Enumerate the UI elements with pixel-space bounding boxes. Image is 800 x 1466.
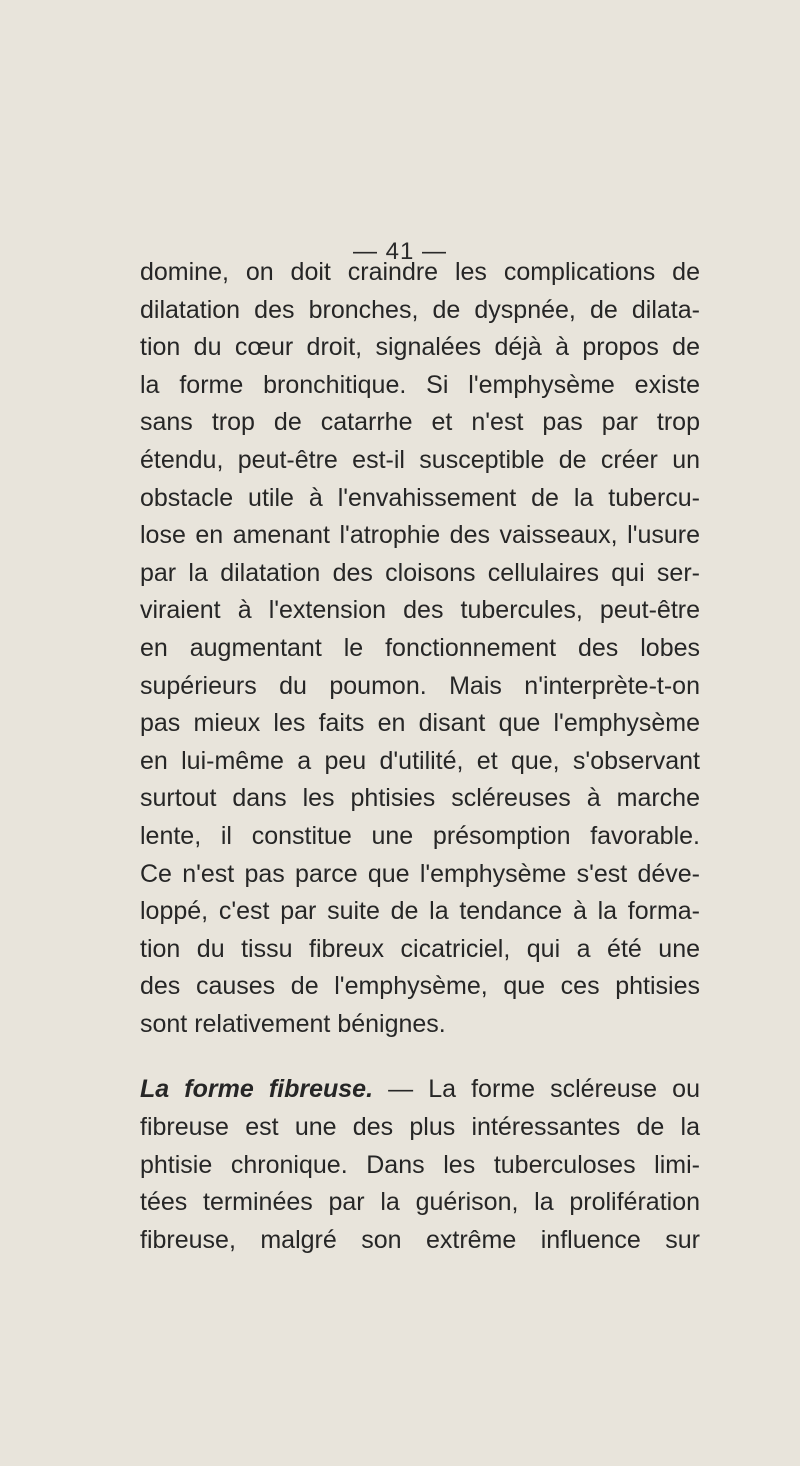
text-line: pas mieux les faits en disant que l'emphysème <box>140 709 700 738</box>
text-line: Ce n'est pas parce que l'emphysème s'est déve- <box>140 859 700 888</box>
text-line: dilatation des bronches, de dyspnée, de dilata- <box>140 295 700 324</box>
text-line: loppé, c'est par suite de la tendance à la forma- <box>140 897 700 926</box>
text-line: viraient à l'extension des tubercules, peut-être <box>140 596 700 625</box>
paragraph-fibrous-form <box>140 1071 700 1259</box>
text-line: tées terminées par la guérison, la prolifération <box>140 1188 700 1217</box>
text-line: en augmentant le fonctionnement des lobes <box>140 633 700 662</box>
paragraph-gap <box>140 1043 700 1071</box>
text-line: tion du cœur droit, signalées déjà à propos de <box>140 333 700 362</box>
paragraph-emphysema <box>140 254 700 1043</box>
text-line: fibreuse est une des plus intéressantes de la <box>140 1113 700 1142</box>
page-number: — 41 — <box>352 238 448 265</box>
text-line: par la dilatation des cloisons cellulaires qui ser- <box>140 558 700 587</box>
text-line: en lui-même a peu d'utilité, et que, s'observant <box>140 746 700 775</box>
text-line-with-heading <box>140 1071 700 1109</box>
text-line: supérieurs du poumon. Mais n'interprète-t-on <box>140 671 700 700</box>
text-line: obstacle utile à l'envahissement de la tubercu- <box>140 483 700 512</box>
text-line: domine, on doit craindre les complications de <box>140 258 700 286</box>
text-line: lente, il constitue une présomption favorable. <box>140 821 700 850</box>
section-heading: La forme fibreuse. <box>140 1075 374 1104</box>
body-text <box>140 254 700 1259</box>
text-line: la forme bronchitique. Si l'emphysème existe <box>140 370 700 399</box>
text-line: lose en amenant l'atrophie des vaisseaux, l'usure <box>140 521 700 550</box>
text-line: sont relativement bénignes. <box>140 1009 446 1038</box>
text-line: des causes de l'emphysème, que ces phtisies <box>140 972 700 1001</box>
text-line: étendu, peut-être est-il susceptible de créer un <box>140 445 700 474</box>
text-line: phtisie chronique. Dans les tuberculoses limi- <box>140 1150 700 1179</box>
text-line: surtout dans les phtisies scléreuses à marche <box>140 784 700 813</box>
heading-line-rest: — La forme scléreuse ou <box>373 1075 700 1104</box>
text-line: tion du tissu fibreux cicatriciel, qui a été une <box>140 934 700 963</box>
text-line: sans trop de catarrhe et n'est pas par trop <box>140 408 700 437</box>
text-line: fibreuse, malgré son extrême influence sur <box>140 1225 700 1254</box>
